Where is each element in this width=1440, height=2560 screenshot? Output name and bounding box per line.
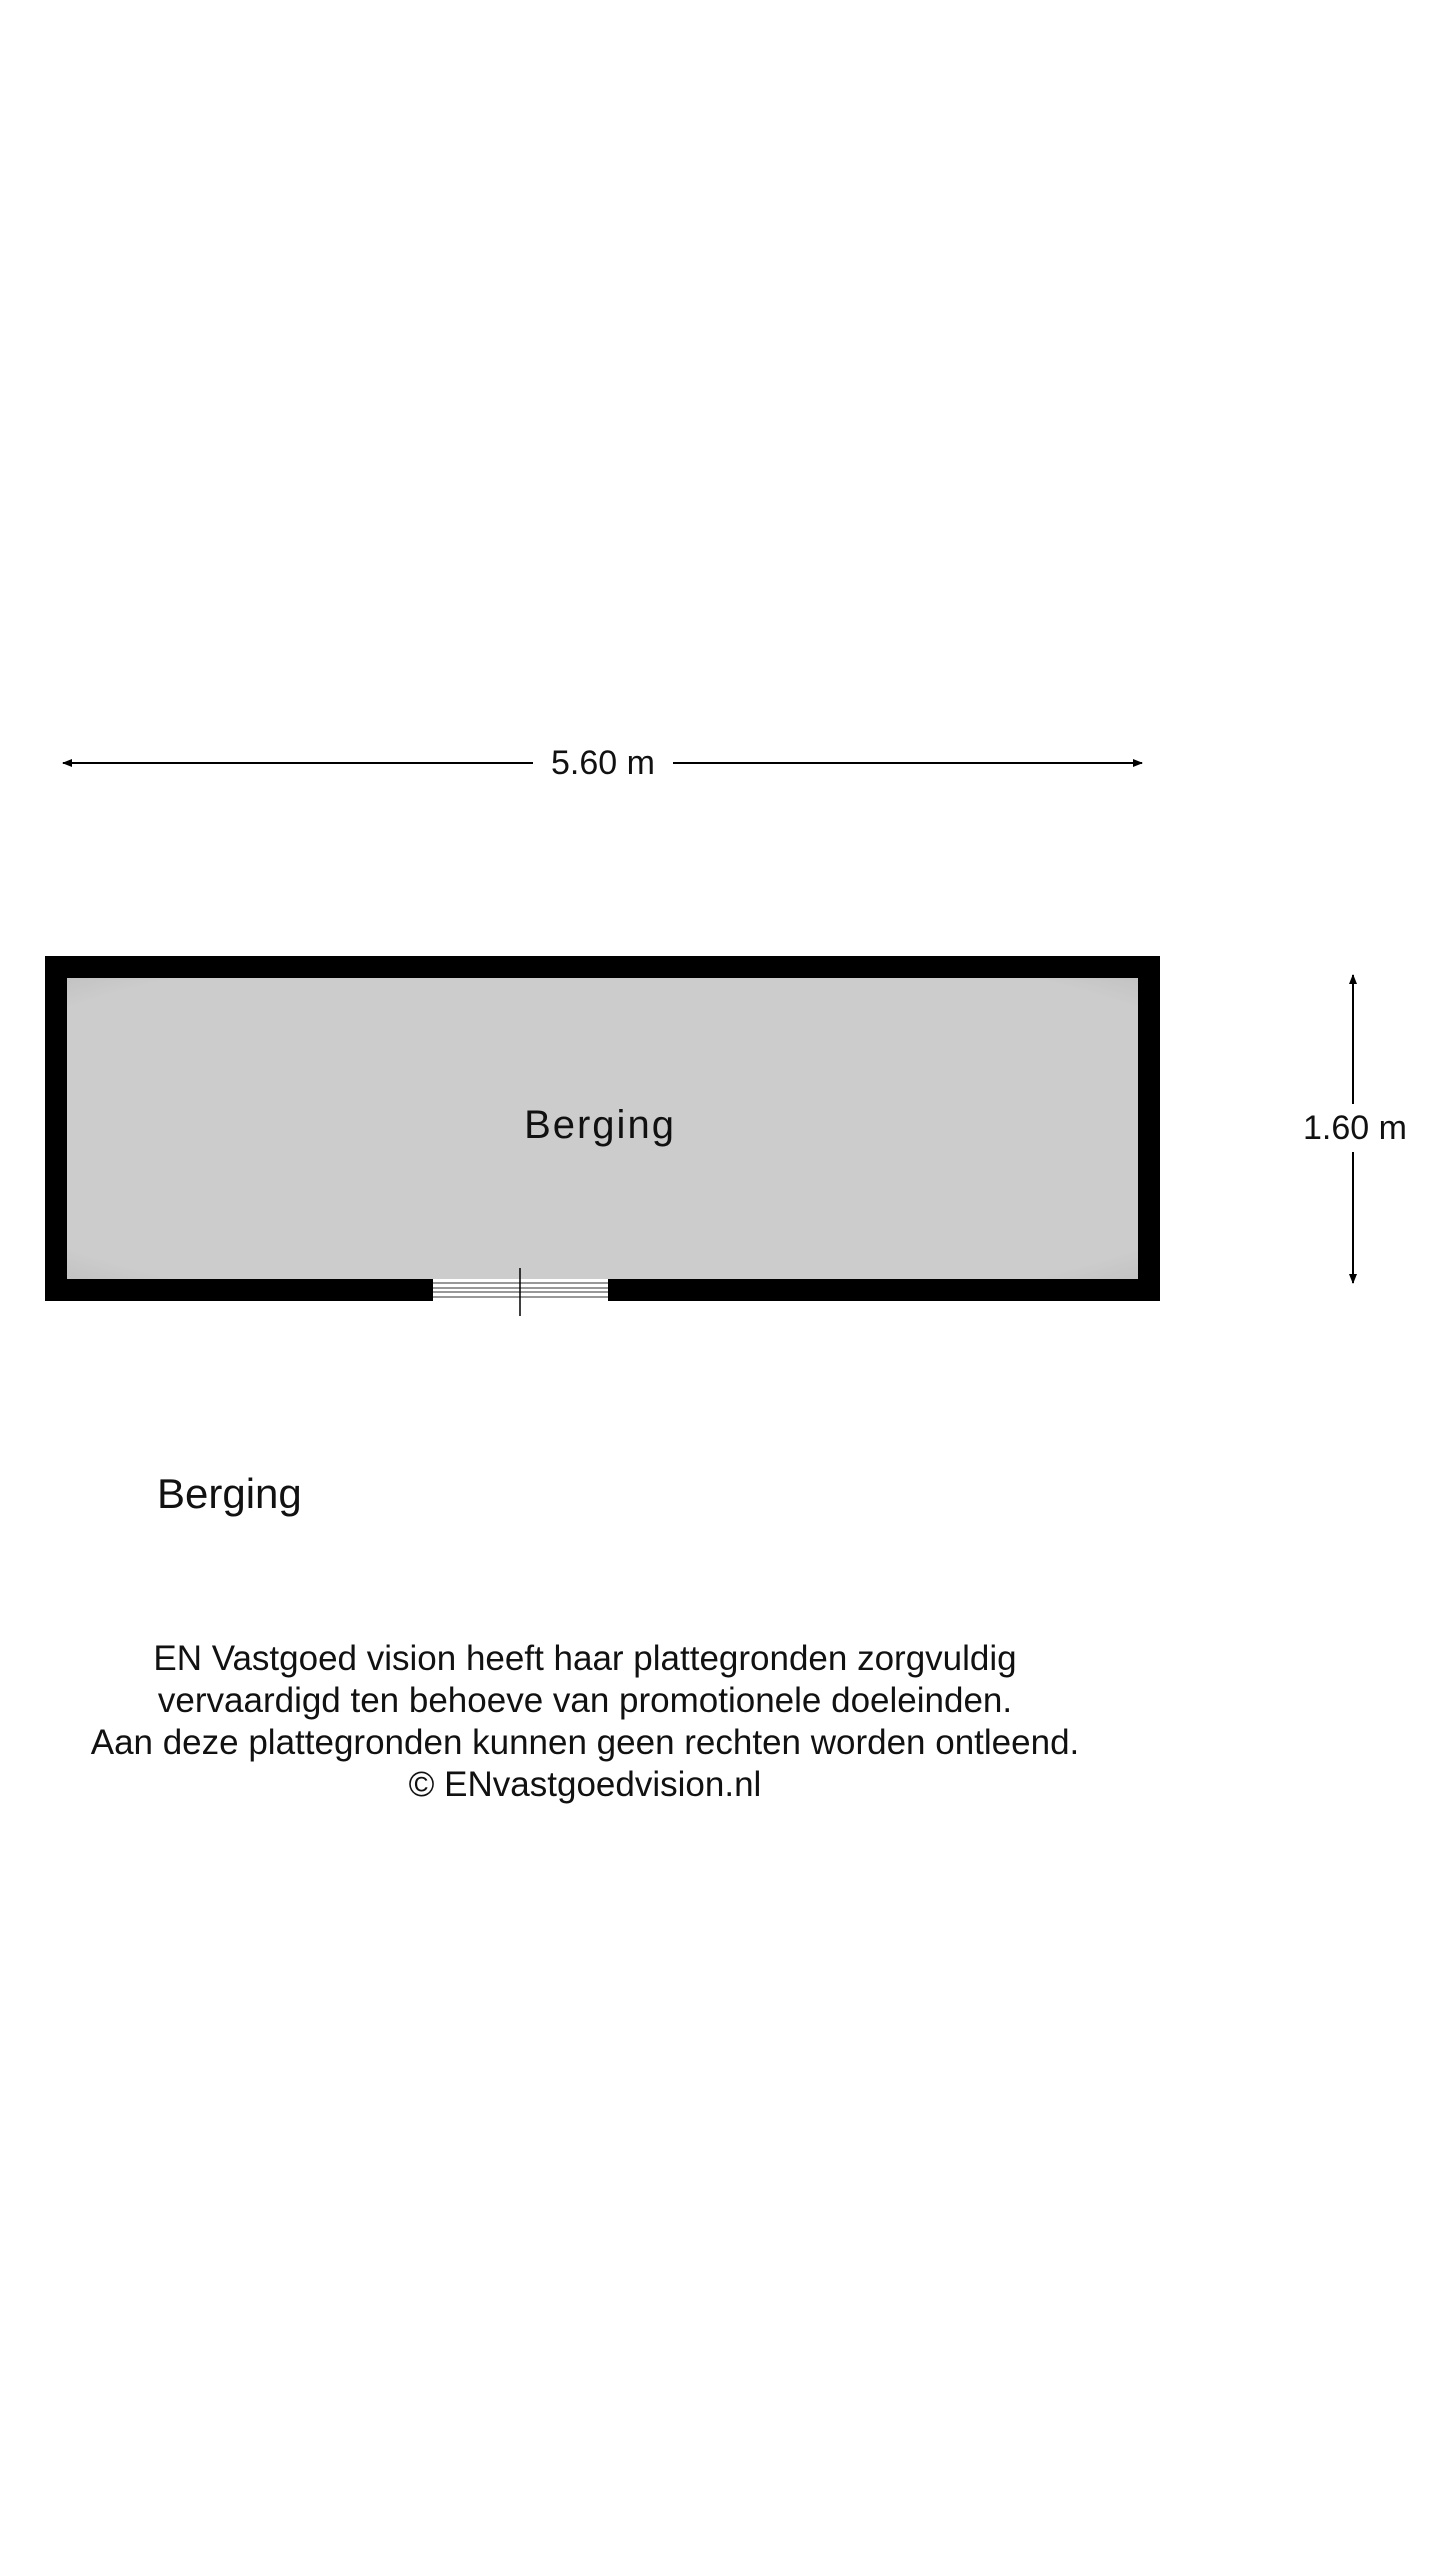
floor-caption: Berging (157, 1470, 302, 1517)
disclaimer-line: vervaardigd ten behoeve van promotionele doeleinden. (157, 1681, 1013, 1720)
disclaimer-line: Aan deze plattegronden kunnen geen rechten worden ontleend. (90, 1723, 1080, 1762)
room-label: Berging (524, 1103, 676, 1147)
copyright-line: © ENvastgoedvision.nl (408, 1765, 762, 1804)
height-dimension-label: 1.60 m (1290, 1104, 1420, 1152)
disclaimer (20, 1638, 1150, 1806)
width-dimension-label: 5.60 m (533, 739, 673, 787)
disclaimer-line: EN Vastgoed vision heeft haar plattegronden zorgvuldig (153, 1639, 1017, 1678)
